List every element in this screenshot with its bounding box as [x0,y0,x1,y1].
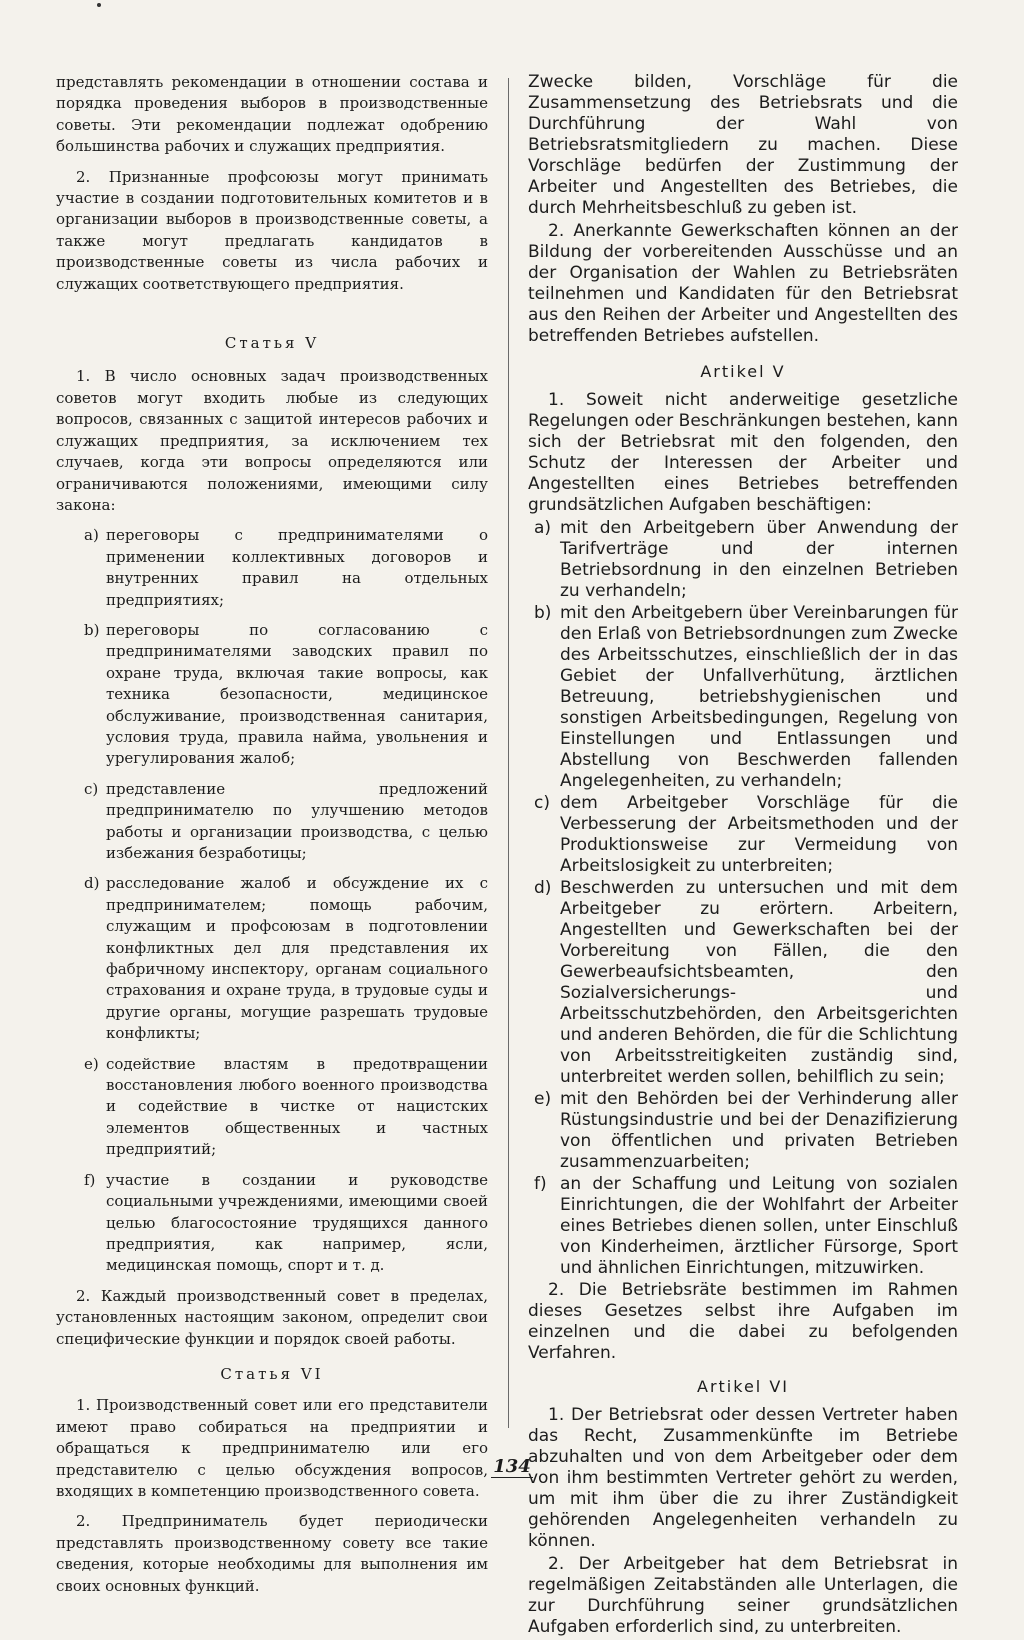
print-speck [97,3,101,7]
list-item-text: mit den Arbeitgebern über Anwendung der Tarifverträge und der internen Betriebsordnung in den einzelnen Betrieben zu verhandeln; [560,518,958,601]
list-item-text: an der Schaffung und Leitung von sozialen Einrichtungen, die der Wohlfahrt der Arbeiter eines Betriebes dienen sollen, unter Einschluß von Kinderheimen, ärztlicher Fürsorge, Sport und ähnlichen Einrichtungen, mitzuwirken. [560,1174,958,1278]
list-item-text: расследование жалоб и обсуждение их с предпринимателем; помощь рабочим, служащим и профсоюзам в подготовлении конфликтных дел для представления их фабричному инспектору, органам социального страхования и охране труда, в трудовые суды и другие органы, могущие разрешать трудовые конфликты; [106,874,488,1043]
list-item-label: b) [84,620,100,639]
ru-paragraph-2: 2. Признанные профсоюзы могут принимать участие в создании подготовительных комитетов и в организации выборов в производственные советы, а также могут предлагать кандидатов в производственные советы из числа рабочих и служащих соответствующего предприятия. [56,167,488,293]
list-item-text: участие в создании и руководстве социальными учреждениями, имеющими своей целью благосостояние трудящихся данного предприятия, как например, ясли, медицинская помощь, спорт и т. д. [106,1170,488,1275]
list-item [534,603,958,792]
list-item-text: mit den Arbeitgebern über Vereinbarungen für den Erlaß von Betriebsordnungen zum Zwecke des Arbeitsschutzes, einschließlich der in das Gebiet der Unfallverhütung, ärztlichen Betreuung, betriebshygienischen und sonstigen Arbeitsbedingungen, Regelung von Einstellungen und Entlassungen und Abstellung von Beschwerden fallenden Angelegenheiten, zu verhandeln; [560,603,959,791]
ru-article-v-paragraph-1: 1. В число основных задач производственных советов могут входить любые из следующих вопросов, связанных с защитой интересов рабочих и служащих предприятия, за исключением тех случаев, когда эти вопросы определяются или ограничиваются положениями, имеющими силу закона: [56,367,488,514]
ru-heading-article-v: Статья V [224,334,320,353]
ru-heading-article-vi: Статья VI [220,1364,324,1383]
de-article-v-paragraph-1: 1. Soweit nicht anderweitige gesetzliche Regelungen oder Beschränkungen bestehen, kann sich der Betriebsrat mit den folgenden, den Schutz der Interessen der Arbeiter und Angestellten eines Betriebes betreffenden grundsätzlichen Aufgaben beschäftigen: [528,390,958,515]
list-item-text: переговоры по согласованию с предпринимателями заводских правил по охране труда, включая такие вопросы, как техника безопасности, медицинское обслуживание, производственная санитария, условия труда, правила найма, увольнения и урегулирования жалоб; [106,620,488,768]
de-article-v-list [528,518,958,1279]
list-item [534,518,958,602]
page-number-text: 134 [493,1456,531,1477]
ru-intro-paragraph: представлять рекомендации в отношении состава и порядка проведения выборов в производственные советы. Эти рекомендации подлежат одобрению большинства рабочих и служащих предприятия. [56,73,488,156]
list-item [534,1174,958,1279]
list-item-label: e) [84,1054,99,1073]
ru-article-vi-paragraph-2: 2. Предприниматель будет периодически представлять производственному совету все такие сведения, которые необходимы для выполнения им своих основных функций. [56,1512,488,1595]
list-item [534,1089,958,1173]
ru-article-vi-paragraph-1: 1. Производственный совет или его представители имеют право собираться на предприятии и обращаться к предпринимателю или его представителю с целью обсуждения вопросов, входящих в компетенцию производственного совета. [56,1396,488,1500]
list-item-text: Beschwerden zu untersuchen und mit dem Arbeitgeber zu erörtern. Arbeitern, Angestellten und Gewerkschaften bei der Vorbereitung von Fällen, die den Gewerbeaufsichtsbeamten, den Sozialversicherungs- und Arbeitsschutzbehörden, den Arbeitsgerichten und anderen Behörden, die für die Schlichtung von Arbeitsstreitigkeiten zuständig sind, unterbreitet werden sollen, behilflich zu sein; [560,878,958,1087]
de-article-vi-paragraph-1: 1. Der Betriebsrat oder dessen Vertreter haben das Recht, Zusammenkünfte im Betriebe abzuhalten und von dem Arbeitgeber oder dem von ihm bestimmten Vertreter gehört zu werden, um mit ihm über die zu ihrer Zuständigkeit gehörenden Angelegenheiten verhandeln zu können. [528,1405,958,1551]
list-item [84,779,488,865]
list-item-label: d) [534,878,552,898]
de-article-v-paragraph-2: 2. Die Betriebsräte bestimmen im Rahmen dieses Gesetzes selbst ihre Aufgaben im einzelnen und die dabei zu befolgenden Verfahren. [528,1280,958,1363]
list-item [84,620,488,770]
list-item-label: b) [534,603,552,623]
de-paragraph-2: 2. Anerkannte Gewerkschaften können an der Bildung der vorbereitenden Ausschüsse und an der Organisation der Wahlen zu Betriebsräten teilnehmen und Kandidaten für den Betriebsrat aus den Reihen der Arbeiter und Angestellten des betreffenden Betriebes aufstellen. [528,221,958,346]
list-item [84,1054,488,1161]
de-heading-article-v: Artikel V [700,362,786,381]
list-item [84,525,488,611]
list-item-text: переговоры с предпринимателями о применении коллективных договоров и внутренних правил на отдельных предприятиях; [106,526,488,609]
list-item-label: e) [534,1089,552,1109]
list-item-label: d) [84,874,100,893]
ru-article-v-paragraph-2: 2. Каждый производственный совет в пределах, установленных настоящим законом, определит свои специфические функции и порядок своей работы. [56,1286,488,1348]
list-item-label: f) [84,1170,96,1189]
german-column [528,72,958,1640]
list-item-text: dem Arbeitgeber Vorschläge für die Verbesserung der Arbeitsmethoden und der Produktionsweise zur Vermeidung von Arbeitslosigkeit zu unterbreiten; [560,793,958,876]
list-item [84,873,488,1044]
de-intro-paragraph: Zwecke bilden, Vorschläge für die Zusammensetzung des Betriebsrats und die Durchführung der Wahl von Betriebsratsmitgliedern zu machen. Diese Vorschläge bedürfen der Zustimmung der Arbeiter und Angestellten des Betriebes, die durch Mehrheitsbeschluß zu geben ist. [528,72,958,218]
list-item [534,793,958,877]
page-number [0,1456,1024,1477]
list-item [84,1170,488,1277]
list-item-text: представление предложений предпринимателю по улучшению методов работы и организации производства, с целью избежания безработицы; [106,779,488,862]
column-divider [508,78,509,1428]
ru-article-v-list [56,525,488,1276]
list-item-label: c) [534,793,550,813]
list-item-text: содействие властям в предотвращении восстановления любого военного производства и содействие в чистке от нацистских элементов общественных и частных предприятий; [106,1054,488,1159]
de-article-vi-paragraph-2: 2. Der Arbeitgeber hat dem Betriebsrat in regelmäßigen Zeitabständen alle Unterlagen, die zur Durchführung seiner grundsätzlichen Aufgaben erforderlich sind, zu unterbreiten. [528,1554,958,1637]
list-item-label: a) [84,526,99,545]
list-item-label: f) [534,1174,547,1194]
list-item-text: mit den Behörden bei der Verhinderung aller Rüstungsindustrie und bei der Denazifizierung von öffentlichen und privaten Betrieben zusammenzuarbeiten; [560,1089,958,1172]
list-item-label: a) [534,518,552,538]
russian-column [56,72,488,1606]
de-heading-article-vi: Artikel VI [697,1377,789,1396]
list-item-label: c) [84,779,99,798]
list-item [534,878,958,1088]
